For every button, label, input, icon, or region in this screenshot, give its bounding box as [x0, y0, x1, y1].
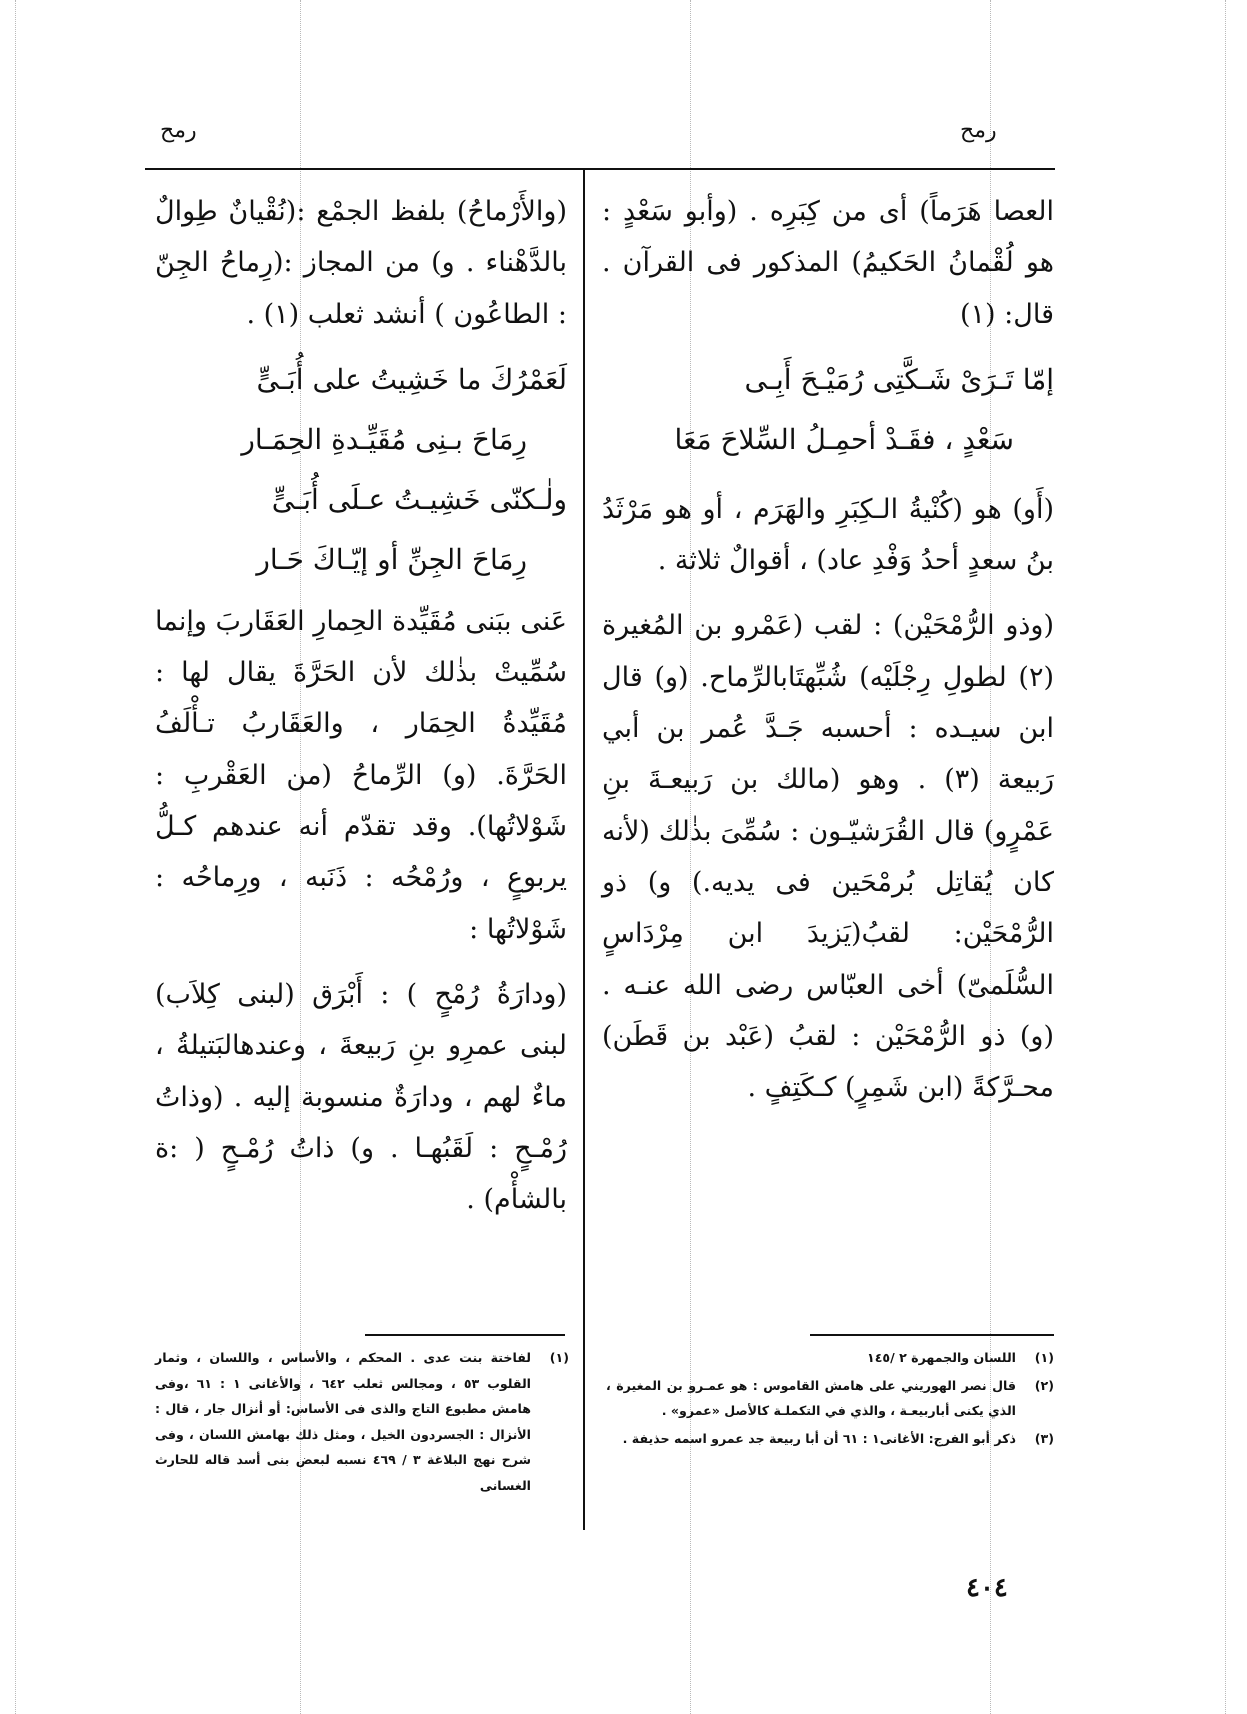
left-verse-line-1: لَعَمْرُكَ ما خَشِيتُ على أُبَـىٍّ — [256, 362, 567, 396]
footnote-item — [155, 1345, 569, 1498]
footnote-number: (٣) — [1034, 1430, 1054, 1446]
right-verse-line-2: سَعْدٍ ، فقَـدْ أحمِـلُ السِّلاحَ مَعَا — [674, 422, 1014, 456]
footnote-item — [606, 1373, 1054, 1424]
left-verse-line-2: رِمَاحَ بـنِى مُقَيِّـدةِ الحِمَـار — [241, 422, 527, 456]
left-paragraph-3: (ودارَةُ رُمْحٍ ) : أَبْرَق (لبنى كِلاَب) لبنى عمرِو بنِ رَبيعةَ ، وعندهالبَتيلةُ ، ماءٌ لهم ، ودارَةٌ منسوبة إليه . (وذاتُ رُمْـحٍ : لَقَبُهـا . و) ذاتُ رُمْـحٍ ( :ة بالشأْم) . — [155, 978, 567, 1216]
left-paragraph-2: عَنى ببَنى مُقَيِّدة الحِمارِ العَقَاربَ وإنما سُمِّيتْ بذٰلك لأن الحَرَّةَ يقال لها : مُقَيِّدةُ الحِمَار ، والعَقَاربُ تـأْلَفُ الحَرَّةَ. (و) الرِّماحُ (من العَقْربِ : شَوْلاتُها). وقد تقدّم أنه عندهم كـلُّ يربوعٍ ، ورُمْحُه : ذَنَبه ، ورِماحُه : شَوْلاتُها : — [155, 605, 567, 945]
footnote-text: قال نصر الهوريني على هامش القاموس : هو عمـرو بن المغيرة ، الذي يكنى أباربيعـة ، والذي في التكملـة كالأصل «عمرو» . — [606, 1377, 1016, 1418]
left-verse-line-4: رِمَاحَ الجِنِّ أو إيّـاكَ حَـار — [256, 542, 527, 576]
footnotes-right — [606, 1345, 1054, 1453]
footnote-rule-left — [365, 1334, 565, 1336]
footnote-text: ذكر أبو الفرج: الأغانى١ : ٦١ أن أبا ربيعة جد عمرو اسمه حذيفة . — [622, 1430, 1016, 1446]
footnotes-left — [155, 1345, 569, 1500]
scan-edge-dots — [15, 0, 16, 1714]
footnote-text: اللسان والجمهرة ٢ /١٤٥ — [867, 1350, 1016, 1365]
left-paragraph-1: (والأَرْماحُ) بلفظ الجمْع :(نُقْيانٌ طِوالٌ بالدَّهْناء . و) من المجاز :(رِماحُ الجِنّ : الطاعُون ) أنشد ثعلب (١) . — [155, 196, 567, 330]
scan-edge-dots — [1225, 0, 1226, 1714]
left-column — [155, 186, 567, 1225]
right-verse-line-1: إمّا تَـرَىْ شَـكَّتِى رُمَيْـحَ أَبِـى — [744, 362, 1054, 396]
header-rule — [145, 168, 1055, 170]
right-column — [602, 186, 1054, 1113]
footnote-number: (١) — [549, 1350, 569, 1365]
footnote-number: (٢) — [1034, 1377, 1054, 1393]
column-divider — [583, 170, 585, 1530]
footnote-text: لفاختة بنت عدى . المحكم ، والأساس ، واللسان ، وثمار القلوب ٥٣ ، ومجالس ثعلب ٦٤٢ ، والأغانى ١ : ٦١ ،وفى هامش مطبوع التاج والذى فى الأساس: أو أنزال جار ، قال : الأنزال : الجسردون الخيل ، ومثل ذلك بهامش اللسان ، وفى شرح نهج البلاغة ٣ / ٤٦٩ نسبه لبعض بنى أسد قاله للحارث الغسانى — [155, 1350, 532, 1493]
footnote-rule-right — [810, 1334, 1054, 1336]
right-paragraph-3: (وذو الرُّمْحَيْن) : لقب (عَمْرو بن المُغيرة (٢) لطولِ رِجْلَيْه) شُبِّهتَابالرِّماح. (و) قال ابن سيـده : أحسبه جَـدَّ عُمر بن أبي رَبيعة (٣) . وهو (مالك بن رَبيعـةَ بنِ عَمْرٍو) قال القُرَشيّـون : سُمِّىَ بذٰلك (لأنه كان يُقاتِل بُرمْحَين فى يديه.) و) ذو الرُّمْحَيْن: لقبُ(يَزيدَ ابن مِرْدَاسٍ السُّلَمىّ) أخى العبّاس رضى الله عنـه . (و) ذو الرُّمْحَيْن : لقبُ (عَبْد بن قَطَن) محـرَّكةً (ابن شَمِرٍ) كـكَتِفٍ . — [602, 610, 1054, 1104]
left-verse-line-3: ولٰـكنّى خَشِيـتُ عـلَى أُبَـىٍّ — [271, 482, 567, 516]
footnote-item — [606, 1426, 1054, 1452]
right-paragraph-2: (أَو) هو (كُنْيةُ الـكِبَرِ والهَرَم ، أو هو مَرْثَدُ بنُ سعدٍ أحدُ وَفْدِ عاد) ، أقوالٌ ثلاثة . — [602, 493, 1054, 577]
footnote-number: (١) — [1034, 1350, 1054, 1365]
page-number: ٤٠٤ — [966, 1573, 1008, 1603]
running-header-right: رمح — [960, 118, 997, 143]
running-header-left: رمح — [160, 118, 197, 143]
footnote-item — [606, 1345, 1054, 1371]
right-paragraph-1: العصا هَرَماً) أى من كِبَرِه . (وأبو سَعْدٍ : هو لُقْمانُ الحَكيمُ) المذكور فى القرآن . قال: (١) — [602, 196, 1054, 330]
